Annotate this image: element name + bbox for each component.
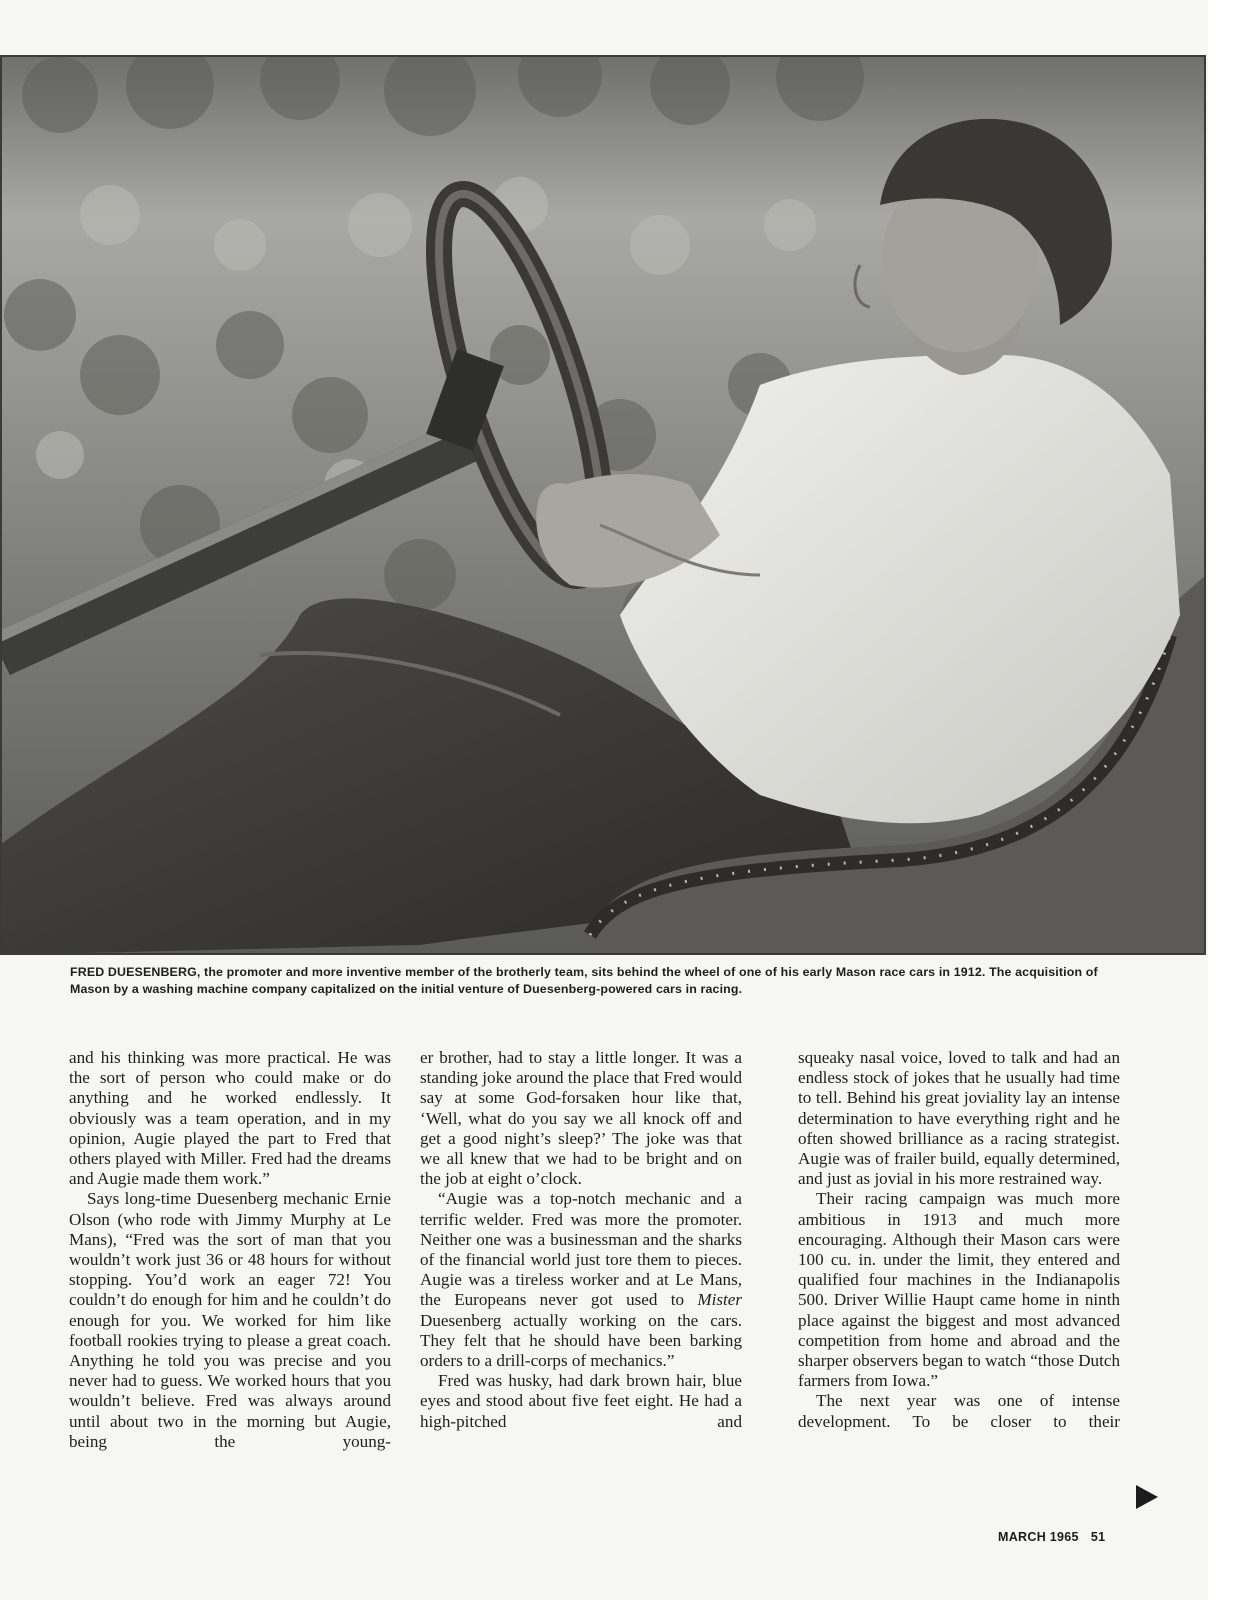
emphasis-text: Mister bbox=[697, 1290, 742, 1310]
article-column-3 bbox=[798, 1048, 1120, 1432]
continue-arrow-icon bbox=[1136, 1485, 1158, 1509]
page-edge bbox=[1208, 0, 1236, 1600]
article-column-1 bbox=[69, 1048, 391, 1452]
issue-date: MARCH 1965 bbox=[998, 1530, 1079, 1544]
paragraph: The next year was one of intense development. To be closer to their bbox=[798, 1391, 1120, 1431]
paragraph-text: Duesenberg actually working on the cars. They felt that he should have been barking orders to a drill-corps of mechanics.” bbox=[420, 1310, 742, 1371]
paragraph: and his thinking was more practical. He was the sort of person who could make or do anything and he worked endlessly. It obviously was a team operation, and in my opinion, Augie played the part to Fred that others played with Miller. Fred had the dreams and Augie made them work.” bbox=[69, 1048, 391, 1189]
race-car-photo-illustration bbox=[0, 55, 1206, 955]
paragraph: Their racing campaign was much more ambitious in 1913 and much more encouraging. Although their Mason cars were 100 cu. in. under the limit, they entered and qualified four machines in the Indianapolis 500. Driver Willie Haupt came home in ninth place against the biggest and most advanced competition from home and abroad and the sharper observers began to watch “those Dutch farmers from Iowa.” bbox=[798, 1189, 1120, 1391]
paragraph: Fred was husky, had dark brown hair, blue eyes and stood about five feet eight. He had a high-pitched and bbox=[420, 1371, 742, 1431]
paragraph: squeaky nasal voice, loved to talk and had an endless stock of jokes that he usually had time to tell. Behind his great joviality lay an intense determination to have everything right and he often showed brilliance as a racing strategist. Augie was of frailer build, equally determined, and just as jovial in his more restrained way. bbox=[798, 1048, 1120, 1189]
caption-text: the promoter and more inventive member of the brotherly team, sits behind the wheel of one of his early Mason race cars in 1912. The acquisition of Mason by a washing machine company capitalized on the initial venture of Duesenberg-powered cars in racing. bbox=[70, 965, 1098, 996]
paragraph: Says long-time Duesenberg mechanic Ernie Olson (who rode with Jimmy Murphy at Le Mans), “Fred was the sort of man that you wouldn’t work just 36 or 48 hours for without stopping. You’d work an eager 72! You couldn’t do enough for him and he couldn’t do enough for you. We worked for him like football rookies trying to please a great coach. Anything he told you was precise and you never had to guess. We worked hours that you wouldn’t believe. Fred was always around until about two in the morning but Augie, being the young- bbox=[69, 1189, 391, 1451]
photo-caption bbox=[70, 964, 1130, 998]
caption-lead: FRED DUESENBERG, bbox=[70, 965, 201, 979]
page-number: 51 bbox=[1090, 1530, 1106, 1544]
article-column-2 bbox=[420, 1048, 742, 1432]
paragraph bbox=[420, 1189, 742, 1371]
paragraph: er brother, had to stay a little longer. It was a standing joke around the place that Fred would say at some God-forsaken hour like that, ‘Well, what do you say we all knock off and get a good night’s sleep?’ The joke was that we all knew that we had to be bright and on the job at eight o’clock. bbox=[420, 1048, 742, 1189]
paragraph-text: “Augie was a top-notch mechanic and a terrific welder. Fred was more the promoter. Neither one was a businessman and the sharks of the financial world just tore them to pieces. Augie was a tireless worker and at Le Mans, the Europeans never got used to bbox=[420, 1189, 742, 1310]
driver-photo bbox=[0, 55, 1206, 955]
page-footer bbox=[998, 1530, 1105, 1544]
